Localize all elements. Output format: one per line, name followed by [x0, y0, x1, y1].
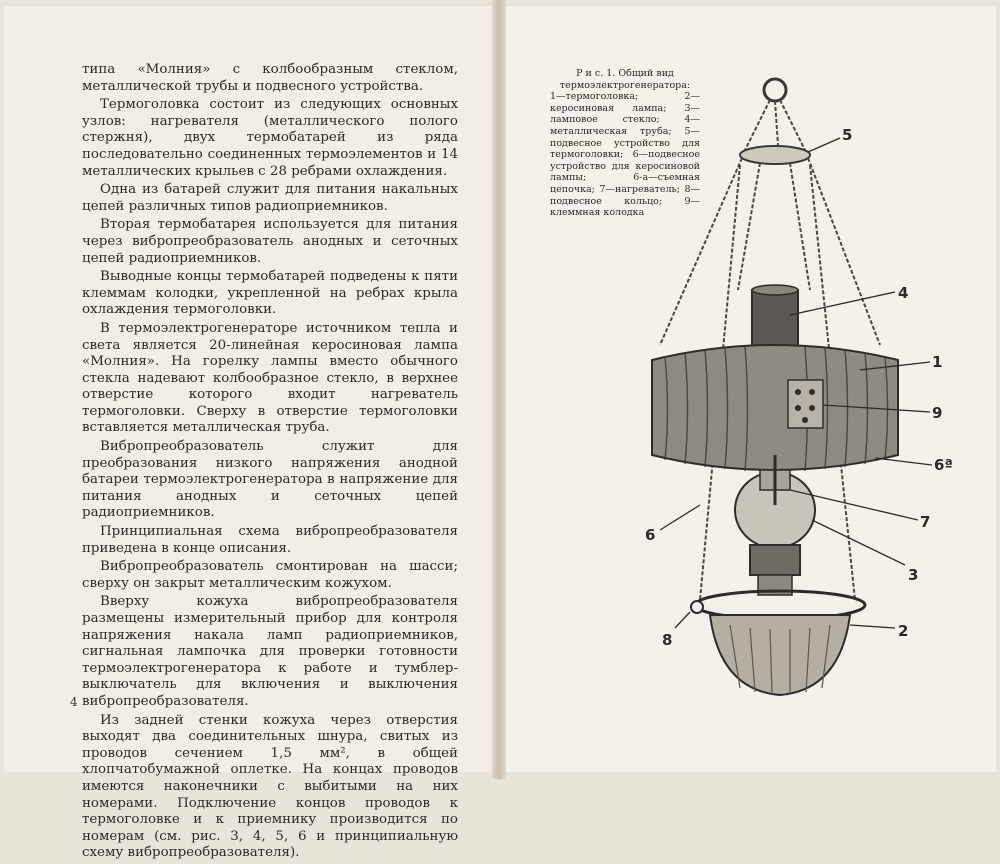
page-number: 4 [70, 695, 78, 709]
callout-2: 2 [898, 622, 909, 640]
paragraph: Принципиальная схема вибропреобразователя приведена в конце описания. [82, 524, 458, 556]
callout-1: 1 [932, 353, 943, 371]
paragraph: Вибропреобразователь служит для преобразования низкого напряжения анодной батареи термоэлектрогенератора в напряжение для питания анодных и сеточных цепей радиоприемников. [82, 439, 458, 521]
paragraph: Выводные концы термобатарей подведены к пяти клеммам колодки, укрепленной на ребрах крыла охлаждения термоголовки. [82, 269, 458, 318]
callout-7: 7 [920, 513, 931, 531]
callout-6: 6 [645, 526, 656, 544]
callout-4: 4 [898, 284, 909, 302]
paragraph: Термоголовка состоит из следующих основных узлов: нагревателя (металлического полого стержня), двух термобатарей из ряда последовательно соединенных термоэлементов и 14 металлических крыльев с 28 ребрами охлаждения. [82, 97, 458, 179]
callout-5: 5 [842, 126, 853, 144]
paragraph: типа «Молния» с колбообразным стеклом, металлической трубы и подвесного устройства. [82, 62, 458, 94]
paragraph: Вторая термобатарея используется для питания через вибропреобразователь анодных и сеточных цепей радиоприемников. [82, 217, 458, 266]
paragraph: Из задней стенки кожуха через отверстия выходят два соединительных шнура, свитых из проводов сечением 1,5 мм², в общей хлопчатобумажной оплетке. На концах проводов имеются наконечники с выбитыми на них номерами. Подключение концов проводов к термоголовке и к приемнику производится по номерам (см. рис. 3, 4, 5, 6 и принципиальную схему вибропреобразователя). [82, 712, 458, 861]
left-page-text [82, 62, 458, 864]
caption-title: Р и с. 1. Общий вид термоэлектрогенератора: [559, 68, 691, 91]
caption-legend: 1—термоголовка; 2—керосиновая лампа; 3—ламповое стекло; 4—металлическая труба; 5—подвесное устройство для термоголовки; 6—подвесное устройство для керосиновой лампы; 6-а—съемная цепочка; 7—нагреватель; 8—подвесное кольцо; 9—клеммная колодка [550, 91, 700, 219]
callout-9: 9 [932, 404, 943, 422]
callout-8: 8 [662, 631, 673, 649]
paragraph: Вверху кожуха вибропреобразователя размещены измерительный прибор для контроля напряжения накала ламп радиоприемников, сигнальная лампочка для проверки готовности термоэлектрогенератора к работе и тумблер-выключатель для включения и выключения вибропреобразователя. [82, 594, 458, 709]
thermogenerator-illustration [500, 0, 996, 779]
paragraph: В термоэлектрогенераторе источником тепла и света является 20-линейная керосиновая лампа «Молния». На горелку лампы вместо обычного стекла надевают колбообразное стекло, в верхнее отверстие которого входит нагреватель термоголовки. Сверху в отверстие термоголовки вставляется металлическая труба. [82, 320, 458, 436]
paragraph: Одна из батарей служит для питания накальных цепей различных типов радиоприемников. [82, 182, 458, 214]
callout-6a: 6ª [934, 456, 953, 474]
callout-3: 3 [908, 566, 919, 584]
paragraph: Вибропреобразователь смонтирован на шасси; сверху он закрыт металлическим кожухом. [82, 559, 458, 591]
